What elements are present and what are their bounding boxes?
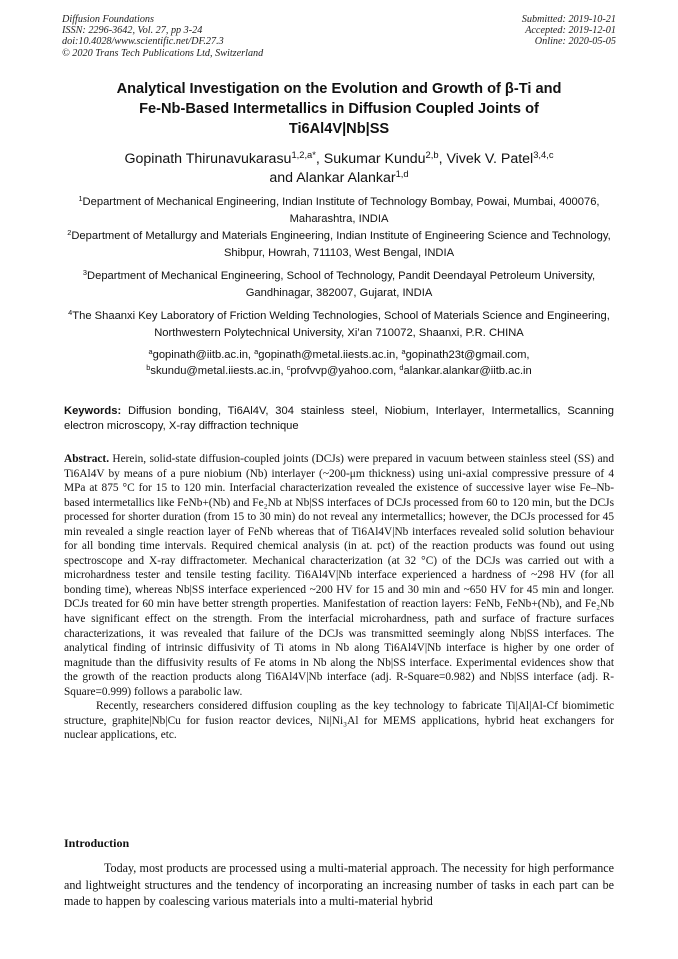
author-name: Alankar Alankar: [296, 170, 396, 186]
abstract-paragraph: Recently, researchers considered diffusion coupling as the key technology to fabricate Ti|Al|Al-Cf biomimetic structure, graphite|Nb|Cu for fusion reactor devices, Ni|Ni₃Al for MEMS applications, hybrid heat exchangers for nuclear applications, etc.: [64, 700, 614, 742]
affiliation-1: $^1$Department of Mechanical Engineering, Indian Institute of Technology Bombay, Powai, Mumbai, 400076, Maharashtra, INDIA: [78, 194, 600, 225]
author-affil-marker: 1,d: [395, 169, 409, 180]
email-link[interactable]: skundu@metal.iiests.ac.in,: [150, 365, 287, 377]
email-link[interactable]: alankar.alankar@iitb.ac.in: [403, 365, 532, 377]
author-list: [40, 150, 638, 188]
affiliation-2: $^2$Department of Metallurgy and Materials Engineering, Indian Institute of Engineering Science and Technology, Shibpur, Howrah, 711103, West Bengal, INDIA: [67, 228, 611, 259]
keywords: [64, 404, 614, 433]
accepted-date: Accepted: 2019-12-01: [525, 25, 616, 37]
author-line: Gopinath Thirunavukarasu$^{1,2,a*}$, Sukumar Kundu$^{2,b}$, Vivek V. Patel$^{3,4,c}$: [124, 150, 554, 167]
affiliation-3: $^3$Department of Mechanical Engineering, School of Technology, Pandit Deendayal Petroleum University, Gandhinagar, 382007, Gujarat, INDIA: [82, 268, 596, 299]
keywords-label: Keywords:: [64, 405, 122, 417]
email-link[interactable]: profvvp@yahoo.com,: [290, 365, 400, 377]
doi[interactable]: doi:10.4028/www.scientific.net/DF.27.3: [62, 36, 224, 48]
online-date: Online: 2020-05-05: [534, 36, 616, 48]
submitted-date: Submitted: 2019-10-21: [521, 14, 616, 25]
author-name: Gopinath Thirunavukarasu: [124, 151, 292, 167]
author-name: Sukumar Kundu: [323, 151, 426, 167]
copyright: © 2020 Trans Tech Publications Ltd, Switzerland: [62, 47, 264, 59]
affiliation-4: $^4$The Shaanxi Key Laboratory of Friction Welding Technologies, School of Materials Science and Engineering, Northwestern Polytechnical University, Xi’an 710072, Shaanxi, P.R. CHINA: [68, 308, 610, 339]
author-affil-marker: 1,2,a*: [291, 150, 316, 161]
publication-dates: [522, 14, 616, 48]
title-line: Fe-Nb-Based Intermetallics in Diffusion Coupled Joints of: [139, 101, 539, 117]
author-line: and Alankar Alankar$^{1,d}$: [269, 169, 409, 186]
abstract-label: Abstract.: [64, 453, 110, 465]
section-heading-introduction: Introduction: [64, 836, 130, 850]
author-affil-marker: 3,4,c: [533, 150, 554, 161]
journal-name: Diffusion Foundations: [62, 14, 154, 25]
email-link[interactable]: gopinath23t@gmail.com,: [405, 349, 530, 361]
email-line: $^a$gopinath@iitb.ac.in, $^a$gopinath@metal.iiests.ac.in, $^a$gopinath23t@gmail.com,: [148, 347, 530, 361]
keywords-text: Diffusion bonding, Ti6Al4V, 304 stainless steel, Niobium, Interlayer, Intermetallics, Scanning electron microscopy, X-ray diffraction technique: [64, 405, 614, 432]
email-link[interactable]: gopinath@metal.iiests.ac.in,: [258, 349, 402, 361]
author-name: Vivek V. Patel: [446, 151, 534, 167]
email-list: [66, 347, 612, 379]
paper-title: [40, 79, 638, 139]
introduction-body: [64, 860, 614, 910]
email-line: $^b$skundu@metal.iiests.ac.in, $^c$profvvp@yahoo.com, $^d$alankar.alankar@iitb.ac.in: [146, 363, 532, 377]
issn-volume: ISSN: 2296-3642, Vol. 27, pp 3-24: [62, 25, 203, 37]
abstract-paragraph: Abstract. Herein, solid-state diffusion-coupled joints (DCJs) were prepared in vacuum between stainless steel (SS) and Ti6Al4V by means of a pure niobium (Nb) interlayer (~200-μm thickness) using uni-axial compressive pressure of 4 MPa at 875 °C for 15 to 120 min. Interfacial characterization revealed the existence of successive layer wise Fe–Nb-based intermetallics like FeNb+(Nb) and Fe₂Nb at Nb|SS interfaces of DCJs processed from 60 to 120 min, but the DCJs processed for shorter duration (from 15 to 30 min) do not reveal any intermetallics; however, the DCJs processed for 45 min revealed a single reaction layer of FeNb whereas that of Ti6Al4V|Nb interfaces revealed solid solution behaviour for all bonding time intervals. Required chemical analysis (in at. pct) of the reaction products was found out using spectroscope and X-ray diffractometer. Mechanical characterization (at 32 °C) of the DCJs was carried out with a microhardness tester and tensile testing facility. Ti6Al4V|Nb interface experienced a hardness of ~298 HV (for all bonding time), whereas Nb|SS interface experienced ~200 HV for 15 and 30 min and ~650 HV for 45 min and longer. DCJs treated for 60 min have better strength properties. Manifestation of reaction layers: FeNb, FeNb+(Nb), and Fe₂Nb have significant effect on the strength. From the interfacial microhardness, path and surface of fracture surfaces characterizations, it was revealed that failure of the DCJs was transmitted seemingly along Nb|SS interfaces. The analytical finding of intrinsic diffusivity of Ti atoms in Nb along Ti6Al4V|Nb interface is higher by one order of magnitude than the diffusivity results of Fe atoms in Nb along the Nb|SS interface. Experimental evidences show that the growth of the reaction products along Ti6Al4V|Nb interface (adj. R-Square=0.982) and Nb|SS interface (adj. R-Square=0.999) follows a parabolic law.: [64, 453, 614, 698]
body-paragraph: Today, most products are processed using a multi-material approach. The necessity for high performance and lightweight structures and the tendency of incorporating an increasing number of tasks in each part can be made to happen by coalescing various materials into a multi-material hybrid: [64, 861, 614, 908]
title-line: Analytical Investigation on the Evolution and Growth of β-Ti and: [116, 81, 562, 97]
title-line: Ti6Al4V|Nb|SS: [288, 121, 390, 137]
journal-info: [62, 14, 263, 59]
author-affil-marker: 2,b: [425, 150, 439, 161]
abstract: [64, 452, 614, 743]
email-link[interactable]: gopinath@iitb.ac.in,: [152, 349, 255, 361]
